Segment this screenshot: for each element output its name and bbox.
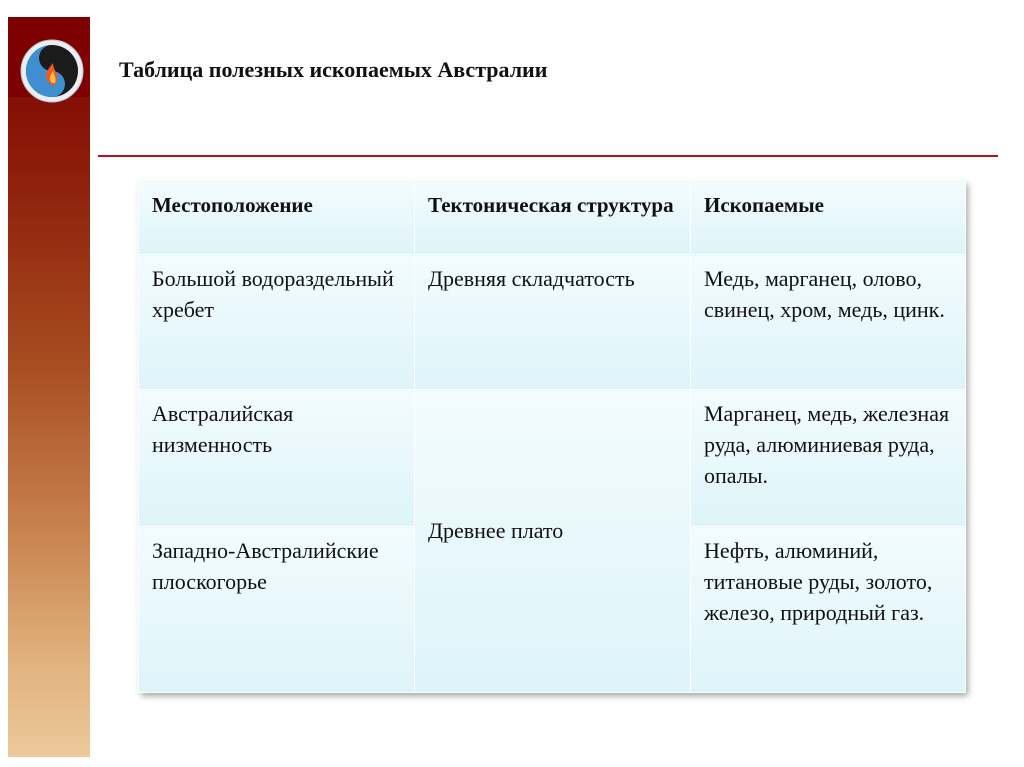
cell-location: Западно-Австралийские плоскогорье xyxy=(139,527,415,693)
title-divider xyxy=(98,155,998,157)
cell-structure-merged: Древнее плато xyxy=(415,390,691,693)
header-minerals: Ископаемые xyxy=(691,181,966,255)
cell-structure: Древняя складчатость xyxy=(415,255,691,390)
left-decorative-band xyxy=(8,17,90,757)
cell-minerals: Марганец, медь, железная руда, алюминиевая руда, опалы. xyxy=(691,390,966,527)
header-location: Местоположение xyxy=(139,181,415,255)
cell-location: Большой водораздельный хребет xyxy=(139,255,415,390)
logo-icon xyxy=(20,39,84,103)
table-row xyxy=(139,255,966,390)
table-header-row xyxy=(139,181,966,255)
minerals-table xyxy=(138,180,965,692)
cell-minerals: Медь, марганец, олово, свинец, хром, медь, цинк. xyxy=(691,255,966,390)
table-row xyxy=(139,390,966,527)
cell-minerals: Нефть, алюминий, титановые руды, золото, железо, природный газ. xyxy=(691,527,966,693)
page-title: Таблица полезных ископаемых Австралии xyxy=(119,57,548,82)
cell-location: Австралийская низменность xyxy=(139,390,415,527)
header-structure: Тектоническая структура xyxy=(415,181,691,255)
table xyxy=(138,180,966,693)
